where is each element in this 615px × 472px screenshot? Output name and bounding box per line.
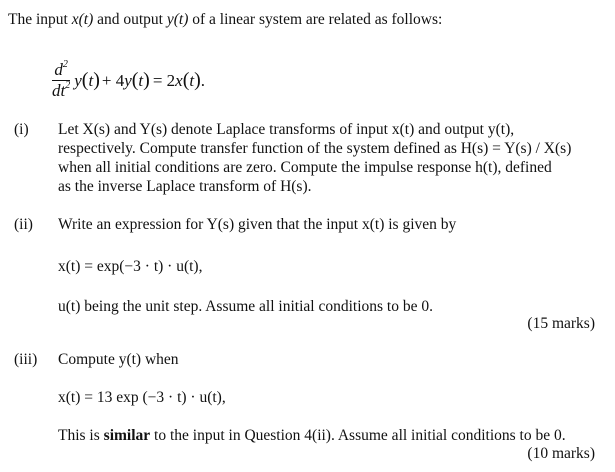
- intro-text: The input x(t) and output y(t) of a linear system are related as follows:: [8, 11, 443, 28]
- differential-equation: $\frac{d^2}{dt^2}$ y ( t ) + 4 y ( t ) = 2 x ( t ) .: [52, 58, 206, 100]
- part-i-line-1: Let X(s) and Y(s) denote Laplace transforms of input x(t) and output y(t),: [58, 121, 515, 138]
- derivative-fraction: $\frac{d^2}{dt^2}$: [52, 58, 71, 100]
- part-iii-note: This is similar to the input in Question 4(ii). Assume all initial conditions to be 0.: [58, 427, 566, 444]
- part-i-label: (i): [14, 121, 29, 138]
- part-i-line-4: as the inverse Laplace transform of H(s).: [58, 178, 312, 195]
- part-i-line-2: respectively. Compute transfer function of the system defined as H(s) = Y(s) / X(s): [58, 140, 572, 157]
- part-ii-line-1: Write an expression for Y(s) given that the input x(t) is given by: [58, 216, 457, 233]
- part-i-line-3: when all initial conditions are zero. Compute the impulse response h(t), defined: [58, 159, 552, 176]
- part-iii-formula: x(t) = 13 exp (−3 · t) · u(t),: [58, 389, 226, 406]
- part-ii-note: u(t) being the unit step. Assume all initial conditions to be 0.: [58, 298, 433, 315]
- part-iii-label: (iii): [14, 351, 38, 368]
- part-iii-line-1: Compute y(t) when: [58, 351, 179, 368]
- part-ii-marks: (15 marks): [527, 315, 595, 332]
- part-ii-label: (ii): [14, 216, 33, 233]
- part-iii-marks: (10 marks): [527, 445, 595, 462]
- part-ii-formula: x(t) = exp(−3 · t) · u(t),: [58, 258, 203, 275]
